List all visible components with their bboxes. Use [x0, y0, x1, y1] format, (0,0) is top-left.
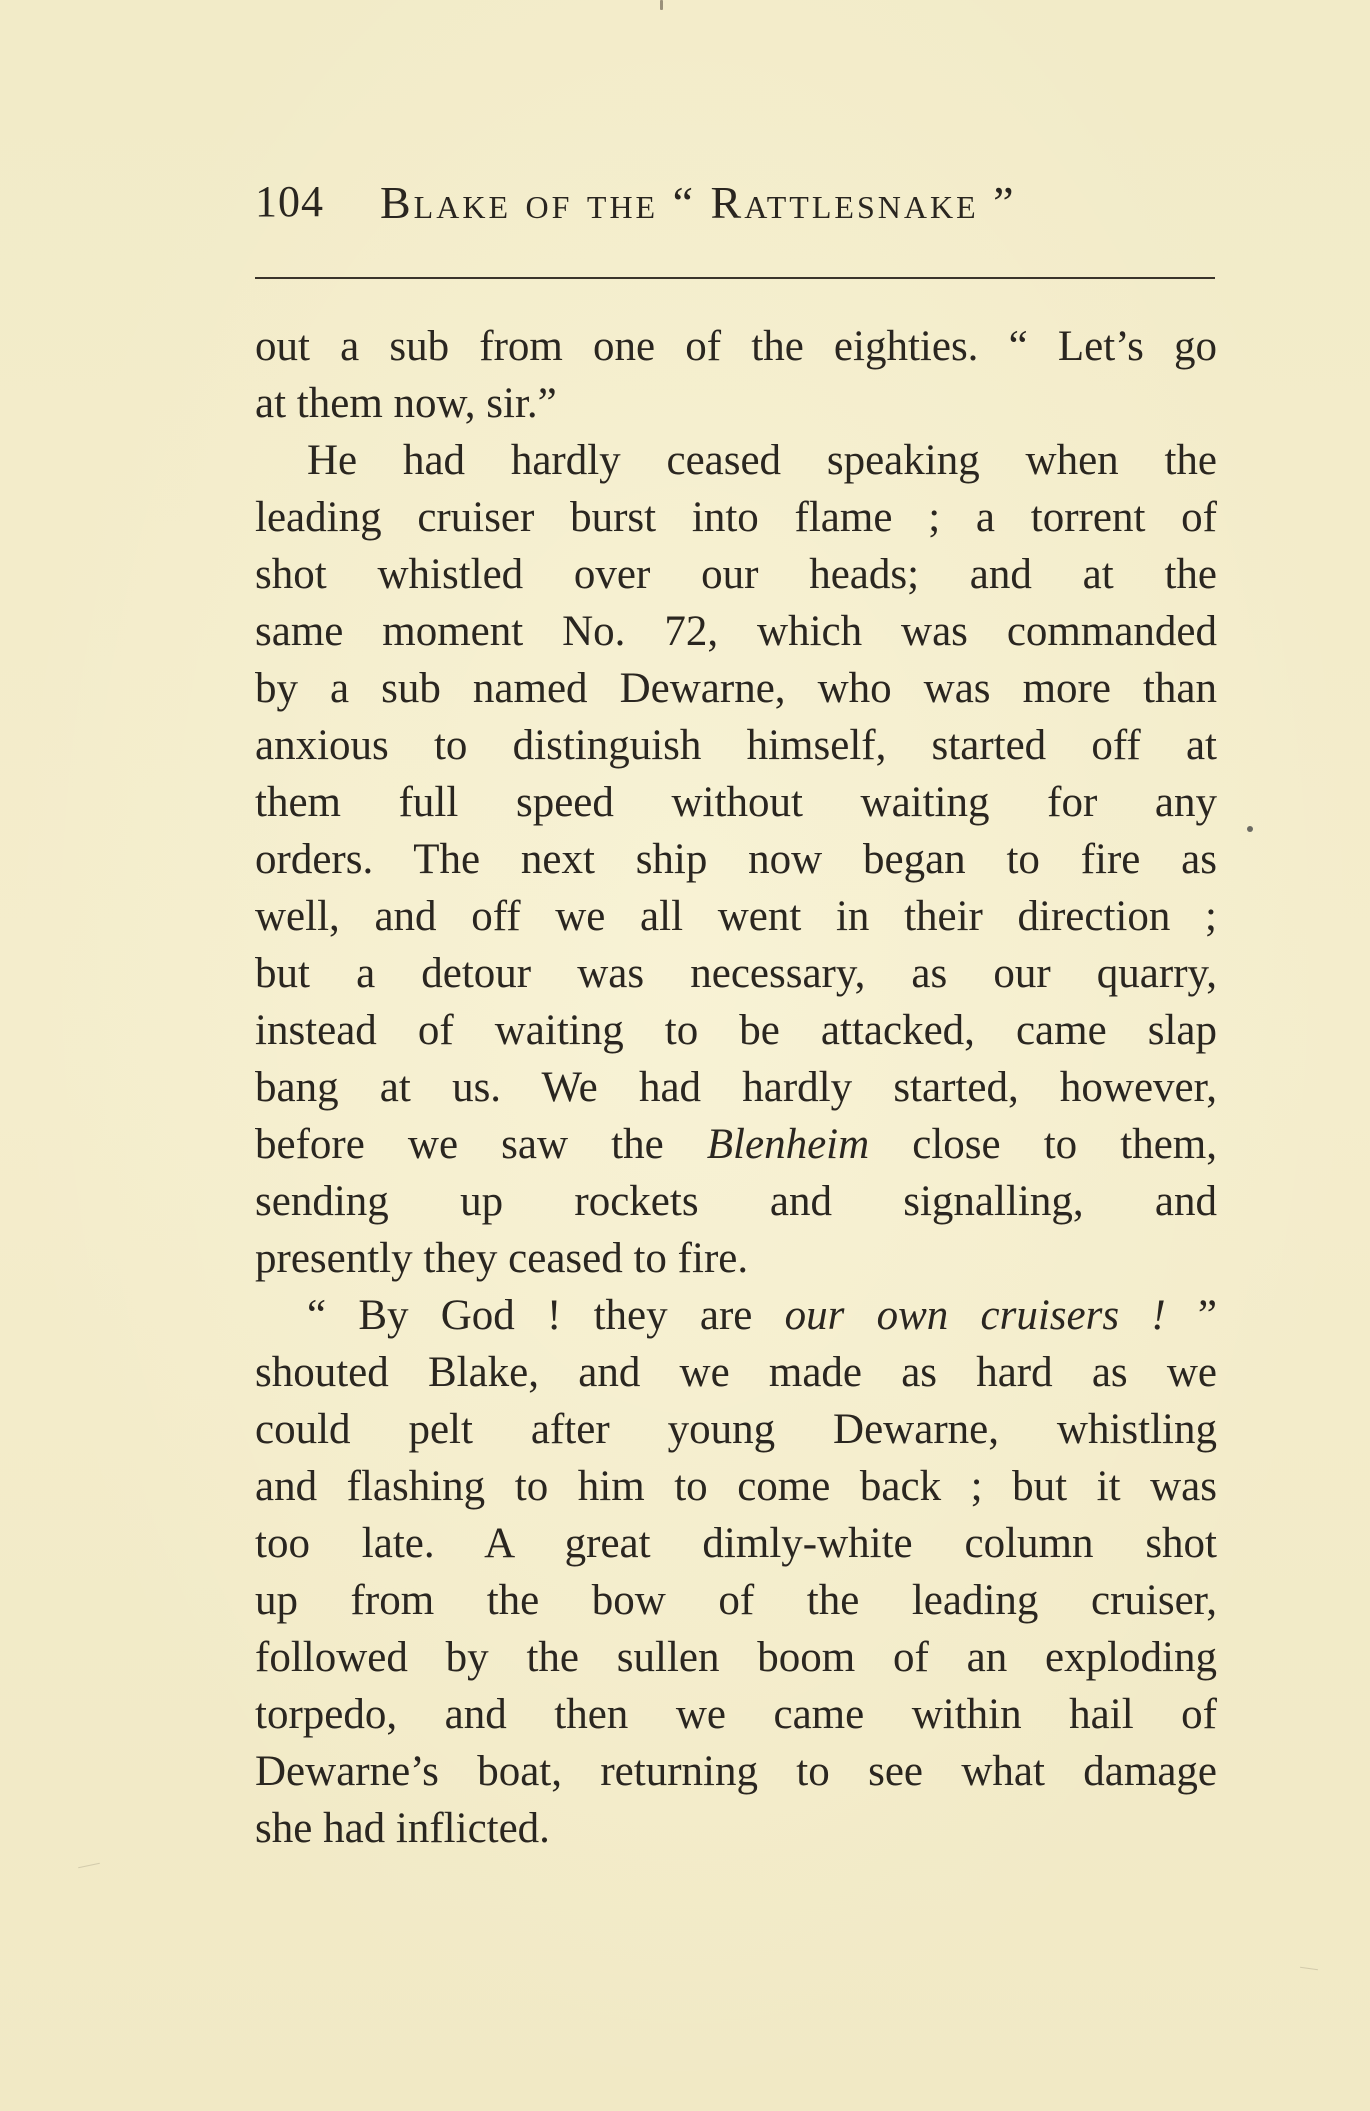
text-line: up from the bow of the leading cruiser, — [255, 1577, 1217, 1624]
body-text — [255, 318, 1217, 1857]
text-line: and flashing to him to come back ; but it was — [255, 1463, 1217, 1510]
text-line: them full speed without waiting for any — [255, 779, 1217, 826]
paper-speck — [1247, 826, 1253, 832]
text-line: sending up rockets and signalling, and — [255, 1178, 1217, 1225]
text-segment: close to them, — [869, 1121, 1217, 1168]
text-line: too late. A great dimly-white column shot — [255, 1520, 1217, 1567]
text-line: Dewarne’s boat, returning to see what damage — [255, 1748, 1217, 1795]
text-line: presently they ceased to fire. — [255, 1235, 749, 1282]
running-title: Blake of the “ Rattlesnake ” — [380, 177, 1017, 228]
text-line-with-italic — [255, 1287, 1217, 1344]
header-rule — [255, 277, 1215, 279]
text-line: she had inflicted. — [255, 1805, 550, 1852]
emphasis-italic: our own cruisers ! — [784, 1292, 1166, 1339]
text-line: out a sub from one of the eighties. “ Let’s go — [255, 323, 1217, 370]
text-line: by a sub named Dewarne, who was more than — [255, 665, 1217, 712]
text-segment: before we saw the — [255, 1121, 707, 1168]
running-head — [255, 176, 1215, 236]
text-line: but a detour was necessary, as our quarry, — [255, 950, 1217, 997]
text-segment: “ By God ! they are — [307, 1292, 785, 1339]
text-line-with-italic — [255, 1116, 1217, 1173]
text-line: torpedo, and then we came within hail of — [255, 1691, 1217, 1738]
text-line: at them now, sir.” — [255, 380, 557, 427]
text-segment: ” — [1165, 1292, 1217, 1339]
text-line: He had hardly ceased speaking when the — [307, 437, 1217, 484]
text-line: same moment No. 72, which was commanded — [255, 608, 1217, 655]
text-line: followed by the sullen boom of an exploding — [255, 1634, 1217, 1681]
text-line: orders. The next ship now began to fire as — [255, 836, 1217, 883]
paper-mark — [1300, 1967, 1318, 1970]
text-line: could pelt after young Dewarne, whistling — [255, 1406, 1217, 1453]
text-line: well, and off we all went in their direction ; — [255, 893, 1217, 940]
text-line: leading cruiser burst into flame ; a torrent of — [255, 494, 1217, 541]
text-line: anxious to distinguish himself, started off at — [255, 722, 1217, 769]
text-line: instead of waiting to be attacked, came slap — [255, 1007, 1217, 1054]
page-number: 104 — [255, 177, 324, 226]
paper-mark — [78, 1863, 100, 1869]
text-line: shouted Blake, and we made as hard as we — [255, 1349, 1217, 1396]
text-line: bang at us. We had hardly started, however, — [255, 1064, 1217, 1111]
text-line: shot whistled over our heads; and at the — [255, 551, 1217, 598]
ship-name-italic: Blenheim — [706, 1121, 870, 1168]
paper-speck — [660, 0, 663, 10]
